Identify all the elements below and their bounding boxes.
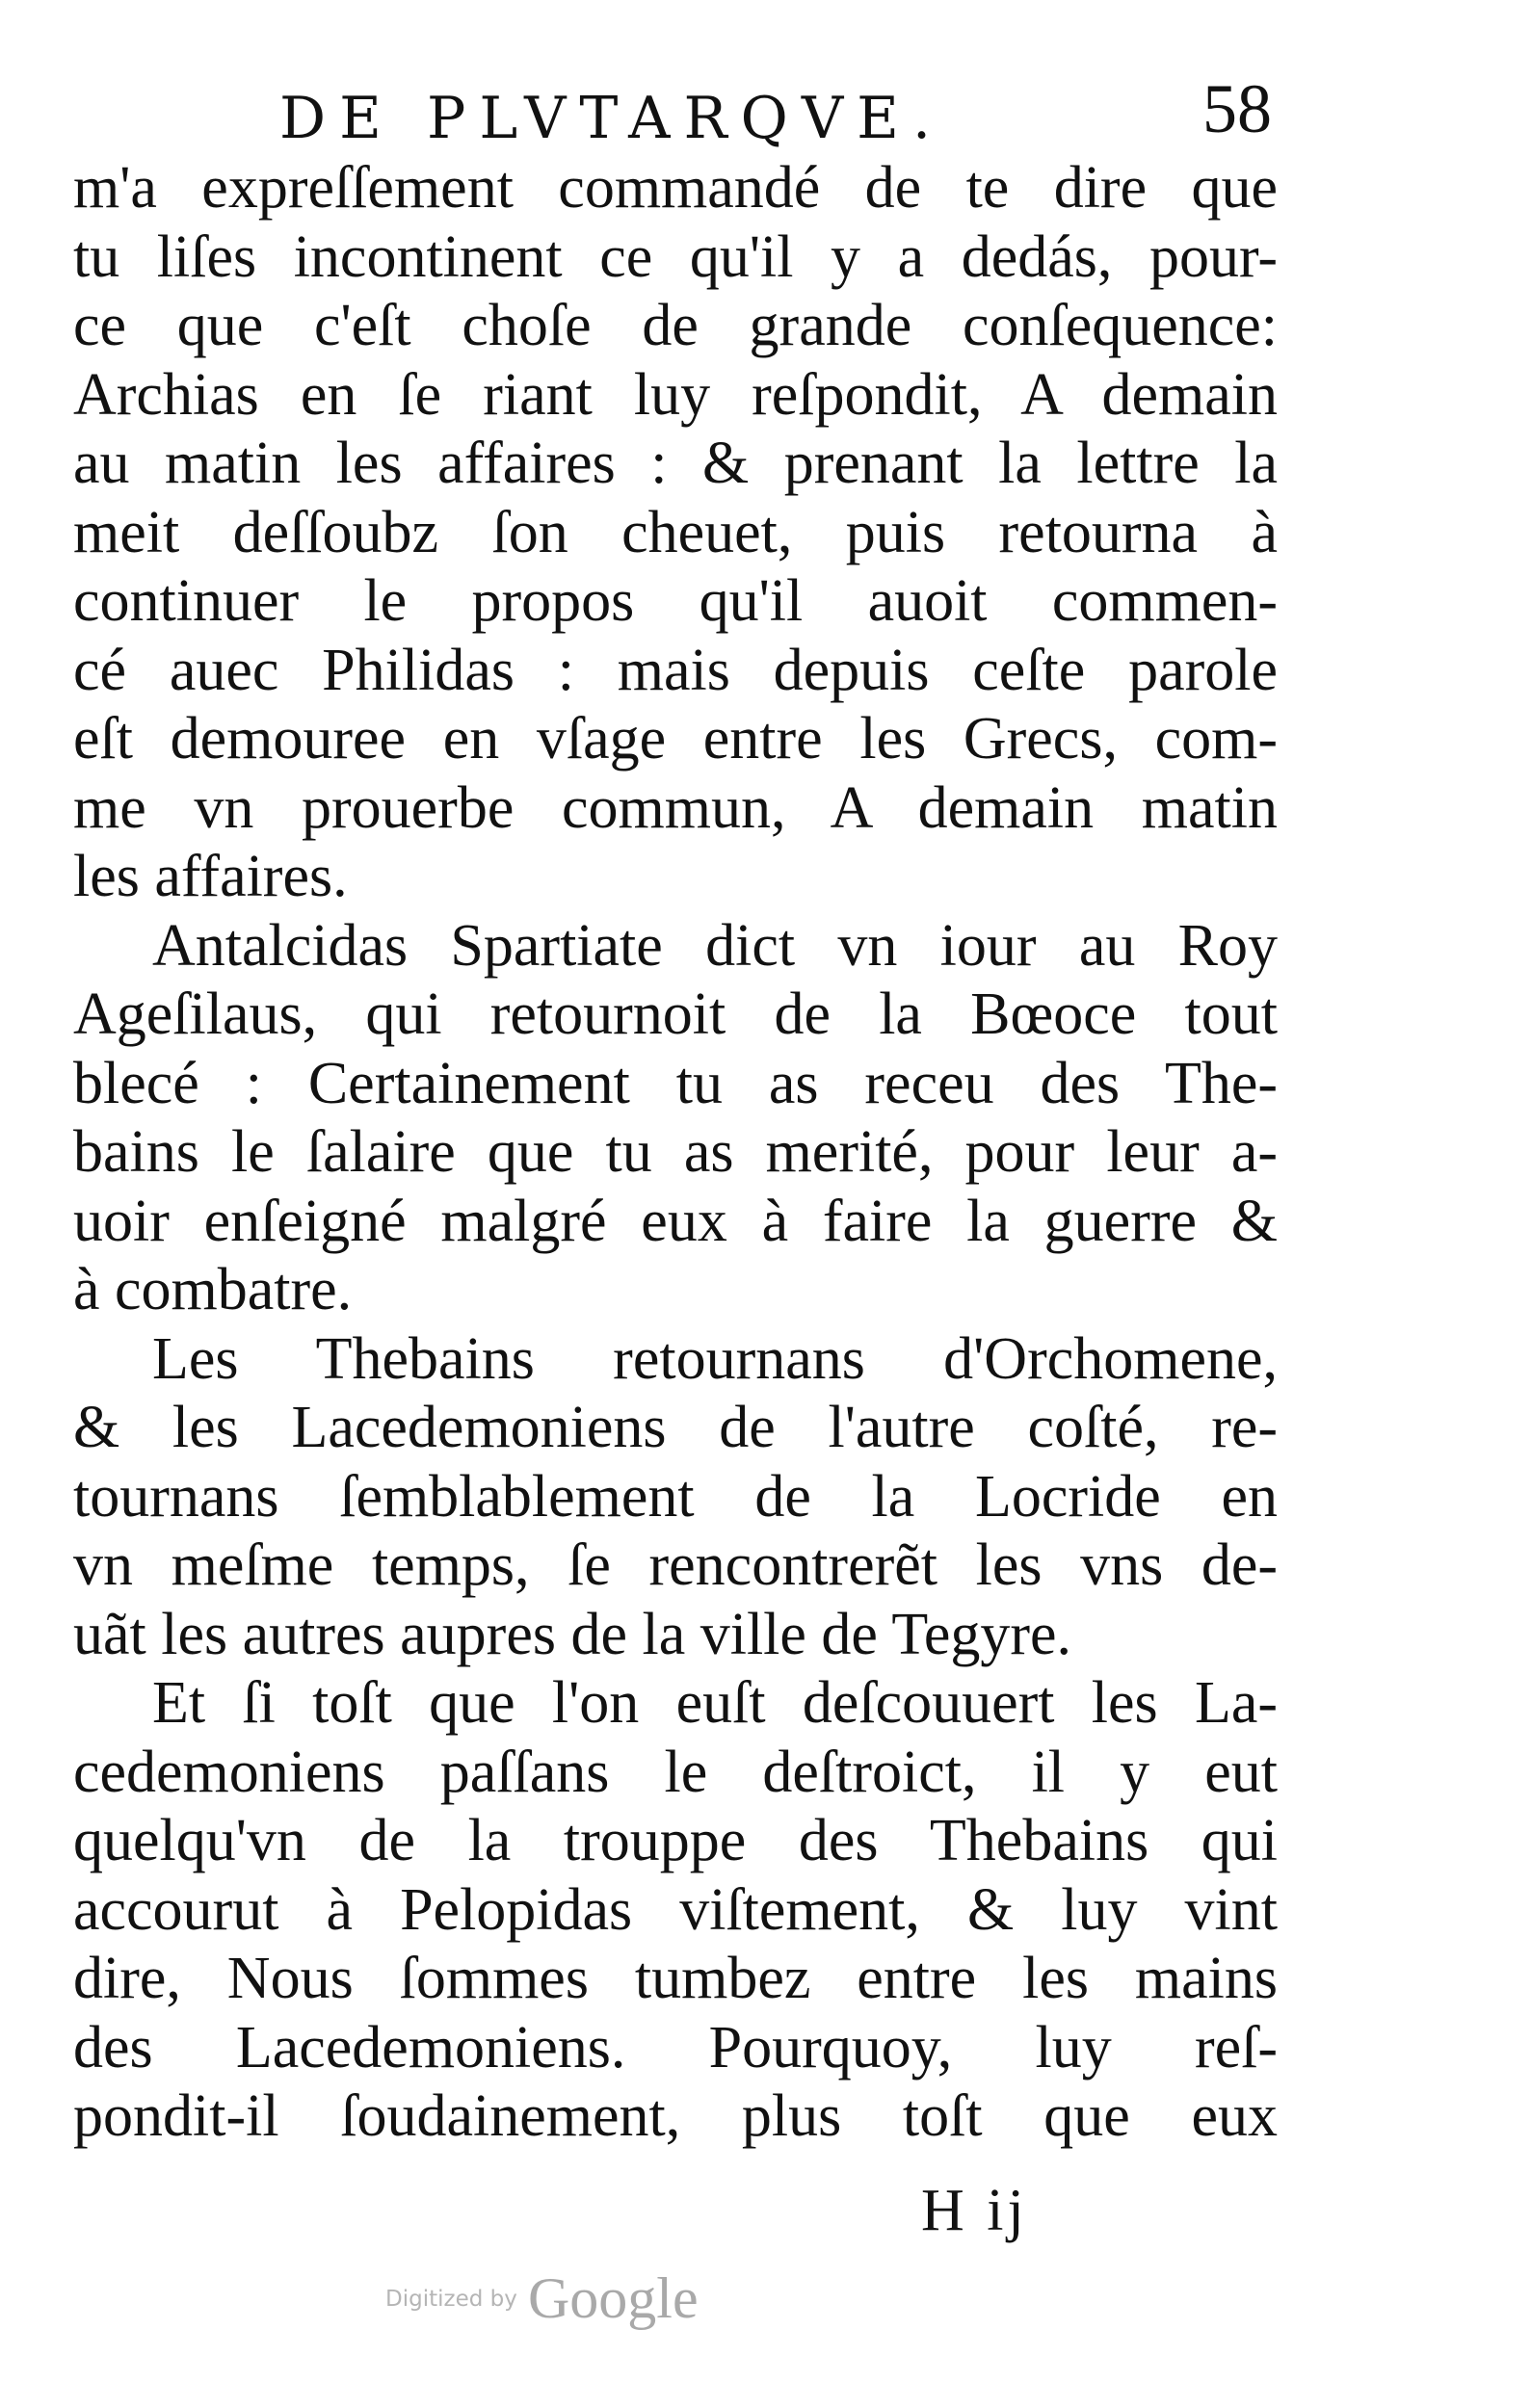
text-line: meit deſſoubz ſon cheuet, puis retourna à <box>73 499 1278 565</box>
text-line: me vn prouerbe commun, A demain matin <box>73 774 1278 841</box>
text-line: cedemoniens paſſans le deſtroict, il y eut <box>73 1739 1278 1805</box>
body-text <box>73 154 1278 2152</box>
digitized-by-label: Digitized by <box>385 2286 517 2312</box>
text-line: & les Lacedemoniens de l'autre coſté, re- <box>73 1395 1278 1460</box>
text-line: vn meſme temps, ſe rencontrerẽt les vns de- <box>73 1532 1278 1598</box>
text-line: blecé : Certainement tu as receu des The- <box>73 1050 1278 1116</box>
paragraph-start: Antalcidas Spartiate dict vn iour au Roy <box>152 912 1278 979</box>
text-line: Archias en ſe riant luy reſpondit, A demain <box>73 361 1278 428</box>
text-line: Ageſilaus, qui retournoit de la Bœoce tout <box>73 982 1278 1047</box>
text-line: cé auec Philidas : mais depuis ceſte parole <box>73 637 1278 703</box>
paragraph-start: Et ſi toſt que l'on euſt deſcouuert les La- <box>152 1670 1278 1736</box>
signature-mark: H ij <box>921 2178 1028 2243</box>
paragraph-start: Les Thebains retournans d'Orchomene, <box>152 1325 1278 1392</box>
text-line: continuer le propos qu'il auoit commen- <box>73 568 1278 634</box>
text-line: des Lacedemoniens. Pourquoy, luy reſ- <box>73 2014 1278 2081</box>
text-line: eſt demouree en vſage entre les Grecs, com- <box>73 706 1278 772</box>
page-number: 58 <box>1202 70 1272 147</box>
text-line: les affaires. <box>73 844 348 909</box>
text-line: quelqu'vn de la trouppe des Thebains qui <box>73 1808 1278 1873</box>
text-line: tournans ſemblablement de la Locride en <box>73 1463 1278 1530</box>
text-line: accourut à Pelopidas viſtement, & luy vint <box>73 1876 1278 1943</box>
text-line: tu liſes incontinent ce qu'il y a dedás, pour- <box>73 223 1278 290</box>
text-line: m'a expreſſement commandé de te dire que <box>73 155 1278 221</box>
google-logo: Google <box>527 2266 699 2330</box>
text-line: bains le ſalaire que tu as merité, pour leur a- <box>73 1119 1278 1185</box>
text-line: ce que c'eſt choſe de grande conſequence: <box>73 293 1278 358</box>
text-line: uãt les autres aupres de la ville de Tegyre. <box>73 1601 1072 1667</box>
digitized-watermark <box>385 2265 699 2343</box>
text-line: uoir enſeigné malgré eux à faire la guerre & <box>73 1188 1278 1254</box>
running-title: DE PLVTARQVE. <box>279 85 945 152</box>
text-line: à combatre. <box>73 1257 353 1322</box>
text-line: dire, Nous ſommes tumbez entre les mains <box>73 1946 1278 2011</box>
running-head <box>183 70 1272 162</box>
text-line: au matin les affaires : & prenant la lettre la <box>73 431 1278 496</box>
text-line: pondit-il ſoudainement, plus toſt que eux <box>73 2083 1278 2149</box>
